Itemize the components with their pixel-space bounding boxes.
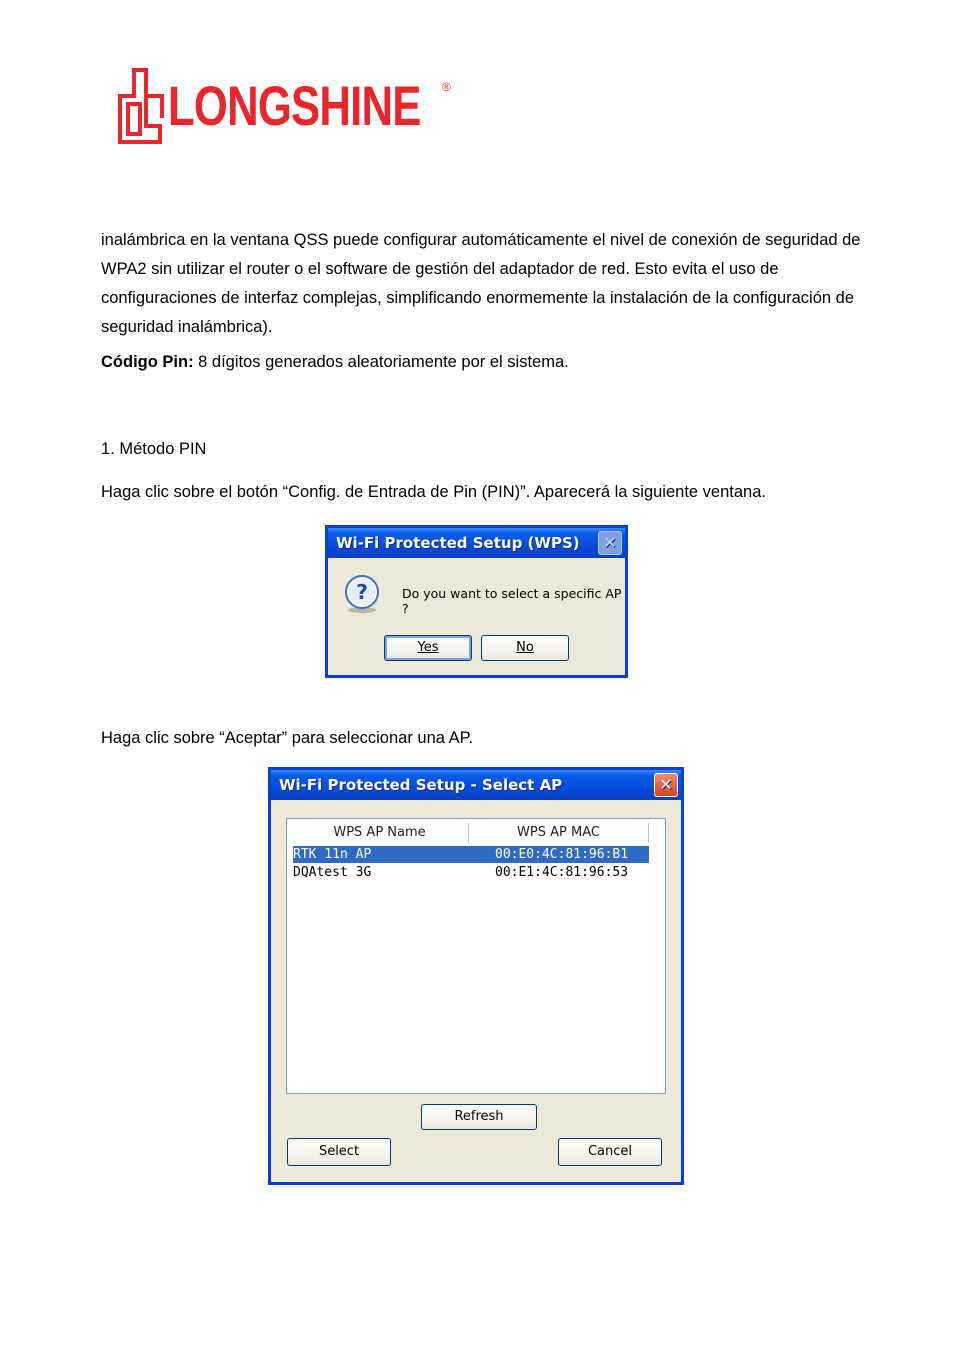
table-row[interactable] — [293, 846, 649, 863]
question-icon — [342, 574, 382, 614]
select-ap-dialog — [268, 767, 684, 1185]
instruction-2: Haga clic sobre “Aceptar” para seleccionar una AP. — [101, 729, 474, 747]
ap-name: DQAtest 3G — [293, 865, 372, 880]
close-icon[interactable]: ✕ — [598, 531, 622, 555]
no-button[interactable] — [481, 635, 569, 661]
select-ap-titlebar — [271, 770, 681, 800]
table-row[interactable] — [293, 864, 649, 881]
pin-text: 8 dígitos generados aleatoriamente por el sistema. — [193, 353, 569, 371]
ap-mac: 00:E0:4C:81:96:B1 — [495, 847, 629, 862]
wps-dialog-titlebar — [328, 528, 625, 558]
select-button[interactable]: Select — [287, 1138, 391, 1166]
refresh-button[interactable]: Refresh — [421, 1104, 537, 1130]
yes-label: Yes — [417, 640, 439, 655]
no-label: No — [516, 640, 534, 655]
ap-name: RTK 11n AP — [293, 847, 372, 862]
pin-label: Código Pin: — [101, 353, 194, 371]
column-header-name[interactable]: WPS AP Name — [291, 823, 469, 843]
select-ap-title: Wi-Fi Protected Setup - Select AP — [279, 776, 563, 794]
instruction-1: Haga clic sobre el botón “Config. de Entrada de Pin (PIN)”. Aparecerá la siguiente ventana. — [101, 483, 766, 501]
wps-dialog-title: Wi-Fi Protected Setup (WPS) — [336, 534, 580, 552]
registered-mark: ® — [442, 80, 451, 94]
logo-wordmark: LONGSHINE — [168, 74, 421, 137]
column-header-mac[interactable]: WPS AP MAC — [469, 823, 649, 843]
svg-text:?: ? — [356, 580, 368, 604]
cancel-label: Cancel — [587, 1144, 633, 1159]
ap-listbox[interactable] — [286, 818, 666, 1094]
wps-dialog-message: Do you want to select a specific AP ? — [402, 586, 622, 616]
longshine-emblem-icon — [112, 66, 168, 148]
yes-button[interactable] — [384, 635, 472, 661]
intro-paragraph: inalámbrica en la ventana QSS puede configurar automáticamente el nivel de conexión de seguridad de WPA2 sin utilizar el router o el software de gestión del adaptador de red. Esto evita el uso de configuraciones de interfaz complejas, simplificando enormemente la instalación de la configuración de seguridad inalámbrica). — [101, 231, 861, 336]
cancel-button[interactable] — [558, 1138, 662, 1166]
pin-paragraph — [101, 348, 861, 377]
wps-dialog — [325, 525, 628, 678]
close-icon[interactable]: ✕ — [654, 773, 678, 797]
ap-mac: 00:E1:4C:81:96:53 — [495, 865, 629, 880]
method-heading: 1. Método PIN — [101, 440, 207, 458]
